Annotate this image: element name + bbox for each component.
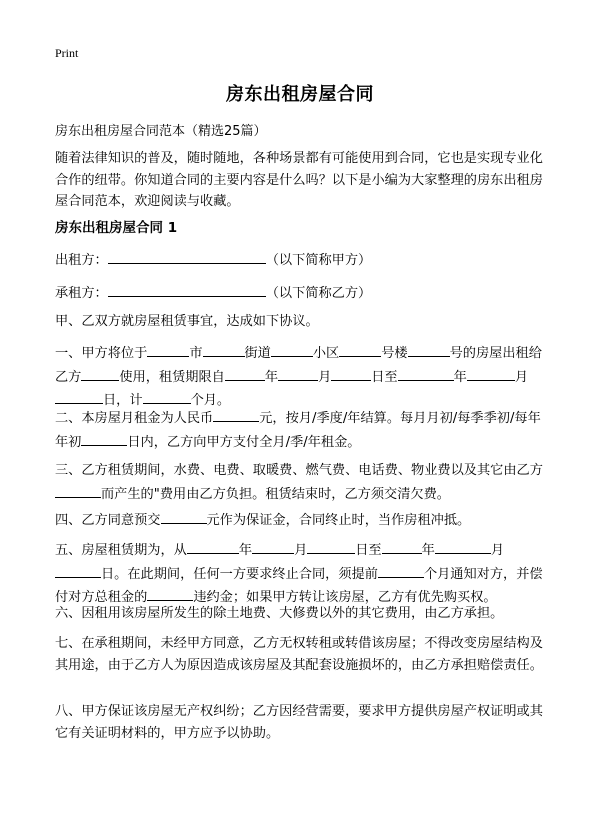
clause-text: 月 — [318, 369, 332, 385]
clause-text: 月 — [490, 543, 504, 558]
document-title: 房东出租房屋合同 — [226, 84, 374, 105]
blank — [55, 482, 101, 498]
clause-text: 元作为保证金，合同终止时，当作房租冲抵。 — [206, 513, 471, 528]
blank — [147, 341, 189, 357]
blank — [81, 430, 127, 446]
document-subtitle: 房东出租房屋合同范本（精选25篇） — [55, 124, 267, 139]
blank — [378, 562, 424, 578]
clause-5 — [55, 538, 547, 609]
clause-4 — [55, 508, 547, 532]
clause-text: 日。在此期间，任何一方要求终止合同，须提前 — [101, 566, 378, 582]
blank — [81, 365, 119, 381]
clause-1 — [55, 341, 547, 412]
clause-text: 个月通知对方，并偿付对方总租金的 — [55, 566, 543, 605]
clause-8: 八、甲方保证该房屋无产权纠纷；乙方因经营需要，要求甲方提供房屋产权证明或其它有关证明材料的，甲方应予以协助。 — [55, 704, 543, 741]
clause-text: 日至 — [355, 543, 382, 558]
lessee-blank — [108, 281, 266, 297]
blank — [331, 365, 371, 381]
clause-text: 使用，租赁期限自 — [119, 369, 225, 385]
clause-text: 日至 — [371, 369, 398, 385]
agreement-intro: 甲、乙双方就房屋租赁事宜，达成如下协议。 — [55, 314, 319, 329]
blank — [307, 538, 355, 554]
blank — [147, 585, 193, 601]
clause-text: 号楼 — [381, 346, 408, 361]
clause-text: 年 — [264, 369, 279, 385]
lessor-note: （以下简称甲方） — [265, 253, 372, 268]
clause-6: 六、因租用该房屋所发生的除土地费、大修费以外的其它费用，由乙方承担。 — [55, 606, 504, 621]
clause-text: 月 — [294, 543, 308, 558]
blank — [382, 538, 422, 554]
blank — [213, 406, 259, 422]
blank — [203, 341, 245, 357]
blank — [143, 388, 191, 404]
clause-text: 元，按月/季度/年结算。每月月初/每季季初/每年年初 — [55, 411, 541, 450]
print-label[interactable]: Print — [55, 46, 79, 60]
blank — [435, 538, 491, 554]
lessor-label: 出租方： — [55, 253, 108, 268]
clause-text: 日内，乙方向甲方支付全月/季/年租金。 — [127, 434, 361, 450]
blank — [278, 365, 318, 381]
lessor-line — [55, 248, 547, 272]
blank — [252, 538, 294, 554]
blank — [339, 341, 381, 357]
clause-3 — [55, 460, 547, 505]
blank — [271, 341, 313, 357]
blank — [55, 562, 101, 578]
clause-text: 个月。 — [190, 393, 231, 408]
clause-text: 四、乙方同意预交 — [55, 513, 161, 528]
clause-text: 年 — [238, 543, 253, 558]
clause-text: 五、房屋租赁期为，从 — [55, 543, 187, 558]
clause-text: 违约金；如果甲方转让该房屋，乙方有优先购买权。 — [193, 590, 497, 605]
clause-text: 号的房屋出租给乙方 — [55, 346, 542, 385]
clause-text: 小区 — [312, 346, 340, 361]
blank — [55, 388, 103, 404]
clause-text: 月 — [514, 369, 528, 385]
clause-7: 七、在承租期间，未经甲方同意，乙方无权转租或转借该房屋；不得改变房屋结构及其用途，由于乙方人为原因造成该房屋及其配套设施损坏的，由乙方承担赔偿责任。 — [55, 636, 543, 673]
section-heading: 房东出租房屋合同 1 — [55, 220, 178, 236]
blank — [408, 341, 450, 357]
clause-2 — [55, 406, 547, 453]
clause-text: 街道 — [244, 346, 271, 361]
blank — [161, 508, 207, 524]
clause-text: 市 — [189, 346, 203, 361]
clause-text: 日，计 — [103, 393, 143, 408]
clause-text: 二、本房屋月租金为人民币 — [55, 411, 214, 426]
blank — [225, 365, 265, 381]
lessee-line — [55, 281, 547, 305]
clause-text: 年 — [453, 369, 467, 385]
blank — [187, 538, 239, 554]
intro-paragraph: 随着法律知识的普及，随时随地，各种场景都有可能使用到合同，它也是实现专业化合作的纽带。你知道合同的主要内容是什么吗？以下是小编为大家整理的房东出租房屋合同范本，欢迎阅读与收藏。 — [55, 151, 543, 209]
lessee-label: 承租方： — [55, 286, 108, 301]
clause-text: 一、甲方将位于 — [55, 346, 148, 361]
clause-text: 年 — [421, 543, 435, 558]
blank — [467, 365, 515, 381]
clause-text: 而产生的"费用由乙方负担。租赁结束时，乙方须交清欠费。 — [101, 486, 450, 502]
lessee-note: （以下简称乙方） — [265, 286, 372, 301]
clause-text: 三、乙方租赁期间，水费、电费、取暖费、燃气费、电话费、物业费以及其它由乙方 — [55, 463, 543, 478]
blank — [398, 365, 454, 381]
lessor-blank — [108, 248, 266, 264]
